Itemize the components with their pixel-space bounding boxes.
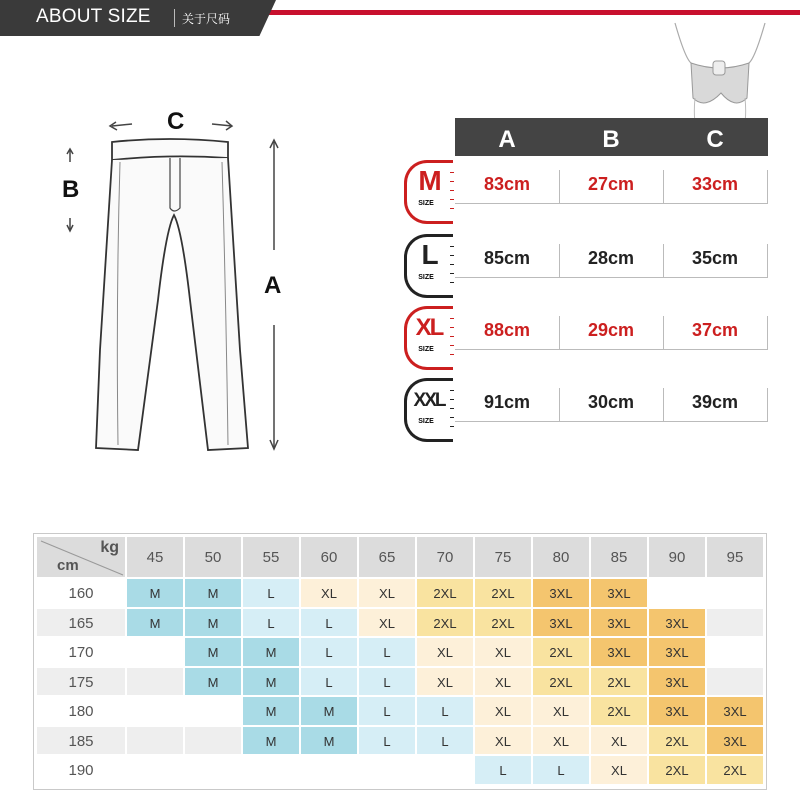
badge-caption: SIZE	[418, 418, 434, 425]
page-subtitle: 关于尺码	[182, 12, 231, 26]
size-cell	[648, 578, 706, 608]
size-cell: XL	[416, 667, 474, 697]
size-cell: 2XL	[416, 578, 474, 608]
measure-row-l	[455, 244, 768, 278]
weight-header: 60	[300, 536, 358, 578]
measure-c-value: 33cm	[691, 174, 739, 194]
badge-tick	[450, 282, 454, 283]
size-cell: M	[184, 667, 242, 697]
size-cell: L	[358, 667, 416, 697]
row-rule	[455, 277, 768, 278]
size-cell	[242, 755, 300, 785]
measure-c-value: 35cm	[691, 248, 739, 268]
row-rule	[455, 421, 768, 422]
size-cell	[184, 755, 242, 785]
size-badge-xl	[404, 306, 454, 368]
badge-tick	[450, 417, 454, 418]
size-cell: M	[242, 696, 300, 726]
size-cell: M	[126, 578, 184, 608]
size-cell: 3XL	[706, 726, 764, 756]
size-cell: 2XL	[590, 696, 648, 726]
size-cell	[126, 696, 184, 726]
measure-a-value: 88cm	[483, 320, 531, 340]
header-separator	[174, 9, 175, 27]
badge-caption: SIZE	[418, 274, 434, 281]
height-header: 170	[36, 637, 126, 667]
measure-header	[455, 118, 768, 156]
size-cell: M	[184, 578, 242, 608]
size-cell: 3XL	[590, 608, 648, 638]
size-cell: XL	[358, 608, 416, 638]
size-cell: L	[300, 608, 358, 638]
row-divider	[767, 244, 768, 278]
size-cell	[126, 755, 184, 785]
badge-tick	[450, 199, 454, 200]
size-badge-m	[404, 160, 454, 222]
size-cell: XL	[474, 637, 532, 667]
size-cell	[416, 755, 474, 785]
size-cell: XL	[416, 637, 474, 667]
size-cell: L	[358, 726, 416, 756]
measure-c-value: 39cm	[691, 392, 739, 412]
size-cell: L	[358, 637, 416, 667]
size-cell	[358, 755, 416, 785]
size-cell	[126, 637, 184, 667]
size-cell: 3XL	[648, 637, 706, 667]
row-divider	[767, 316, 768, 350]
measure-row-xl	[455, 316, 768, 350]
badge-tick	[450, 426, 454, 427]
size-cell: 2XL	[590, 667, 648, 697]
size-cell: 3XL	[648, 696, 706, 726]
badge-caption: SIZE	[418, 200, 434, 207]
weight-header: 70	[416, 536, 474, 578]
size-cell: XL	[474, 667, 532, 697]
size-cell: 2XL	[532, 637, 590, 667]
size-cell: 2XL	[706, 755, 764, 785]
size-cell: 2XL	[648, 755, 706, 785]
size-cell: M	[242, 726, 300, 756]
size-cell: 3XL	[648, 667, 706, 697]
size-chart	[33, 533, 767, 790]
size-cell: 2XL	[648, 726, 706, 756]
row-rule	[455, 349, 768, 350]
size-cell: 3XL	[706, 696, 764, 726]
measure-b-value: 29cm	[587, 320, 635, 340]
size-cell: 3XL	[532, 578, 590, 608]
weight-header: 55	[242, 536, 300, 578]
size-cell: 3XL	[590, 578, 648, 608]
size-cell	[184, 696, 242, 726]
size-cell: L	[474, 755, 532, 785]
size-cell	[184, 726, 242, 756]
row-divider	[767, 170, 768, 204]
measure-b-value: 27cm	[587, 174, 635, 194]
size-cell: M	[184, 608, 242, 638]
size-cell: M	[184, 637, 242, 667]
badge-size-label: XXL	[413, 390, 445, 411]
size-cell: 3XL	[590, 637, 648, 667]
badge-tick	[450, 345, 454, 346]
weight-header: 95	[706, 536, 764, 578]
weight-header: 65	[358, 536, 416, 578]
badge-caption: SIZE	[418, 346, 434, 353]
size-cell: L	[416, 726, 474, 756]
measure-row-m	[455, 170, 768, 204]
col-a-header: A	[498, 126, 516, 153]
size-cell: M	[242, 637, 300, 667]
size-cell: 2XL	[474, 608, 532, 638]
label-a: A	[264, 272, 282, 299]
size-cell: M	[300, 726, 358, 756]
height-header: 175	[36, 667, 126, 697]
corner-kg-label: kg	[100, 539, 119, 556]
size-cell	[126, 667, 184, 697]
badge-size-label: M	[418, 165, 440, 196]
size-cell: XL	[300, 578, 358, 608]
size-cell: 2XL	[532, 667, 590, 697]
size-cell: L	[300, 637, 358, 667]
badge-size-label: L	[421, 239, 437, 270]
weight-header: 85	[590, 536, 648, 578]
size-cell: XL	[590, 726, 648, 756]
size-cell: XL	[532, 726, 590, 756]
size-cell	[126, 726, 184, 756]
measure-a-value: 85cm	[483, 248, 531, 268]
height-header: 185	[36, 726, 126, 756]
page-title: ABOUT SIZE	[36, 6, 151, 27]
height-header: 190	[36, 755, 126, 785]
weight-header: 75	[474, 536, 532, 578]
size-cell: L	[358, 696, 416, 726]
row-rule	[455, 203, 768, 204]
size-cell: L	[242, 608, 300, 638]
height-header: 180	[36, 696, 126, 726]
weight-header: 50	[184, 536, 242, 578]
badge-size-label: XL	[415, 314, 443, 341]
model-illustration	[655, 18, 785, 133]
corner-cm-label: cm	[57, 557, 79, 574]
size-cell: 2XL	[416, 608, 474, 638]
size-cell	[706, 578, 764, 608]
measure-b-value: 28cm	[587, 248, 635, 268]
badge-tick	[450, 273, 454, 274]
size-cell: L	[416, 696, 474, 726]
col-c-header: C	[706, 126, 724, 153]
size-cell: L	[532, 755, 590, 785]
size-cell: M	[242, 667, 300, 697]
measure-b-value: 30cm	[587, 392, 635, 412]
size-cell: M	[300, 696, 358, 726]
size-cell: XL	[590, 755, 648, 785]
row-divider	[767, 388, 768, 422]
size-cell	[706, 667, 764, 697]
height-header: 160	[36, 578, 126, 608]
measure-a-value: 83cm	[483, 174, 531, 194]
corner-cell	[36, 536, 126, 578]
weight-header: 45	[126, 536, 184, 578]
label-c: C	[167, 108, 185, 135]
size-cell	[706, 637, 764, 667]
size-cell: M	[126, 608, 184, 638]
size-cell: XL	[358, 578, 416, 608]
label-b: B	[62, 176, 80, 203]
size-badge-l	[404, 234, 454, 296]
size-cell: L	[242, 578, 300, 608]
height-header: 165	[36, 608, 126, 638]
size-badge-xxl	[404, 378, 454, 440]
col-b-header: B	[602, 126, 620, 153]
size-cell: L	[300, 667, 358, 697]
size-cell: XL	[532, 696, 590, 726]
measure-row-xxl	[455, 388, 768, 422]
size-cell: 2XL	[474, 578, 532, 608]
badge-tick	[450, 208, 454, 209]
weight-header: 90	[648, 536, 706, 578]
size-cell: XL	[474, 696, 532, 726]
size-cell	[706, 608, 764, 638]
weight-header: 80	[532, 536, 590, 578]
measure-c-value: 37cm	[691, 320, 739, 340]
size-cell	[300, 755, 358, 785]
size-cell: 3XL	[532, 608, 590, 638]
size-cell: 3XL	[648, 608, 706, 638]
badge-tick	[450, 354, 454, 355]
measure-a-value: 91cm	[483, 392, 531, 412]
size-cell: XL	[474, 726, 532, 756]
